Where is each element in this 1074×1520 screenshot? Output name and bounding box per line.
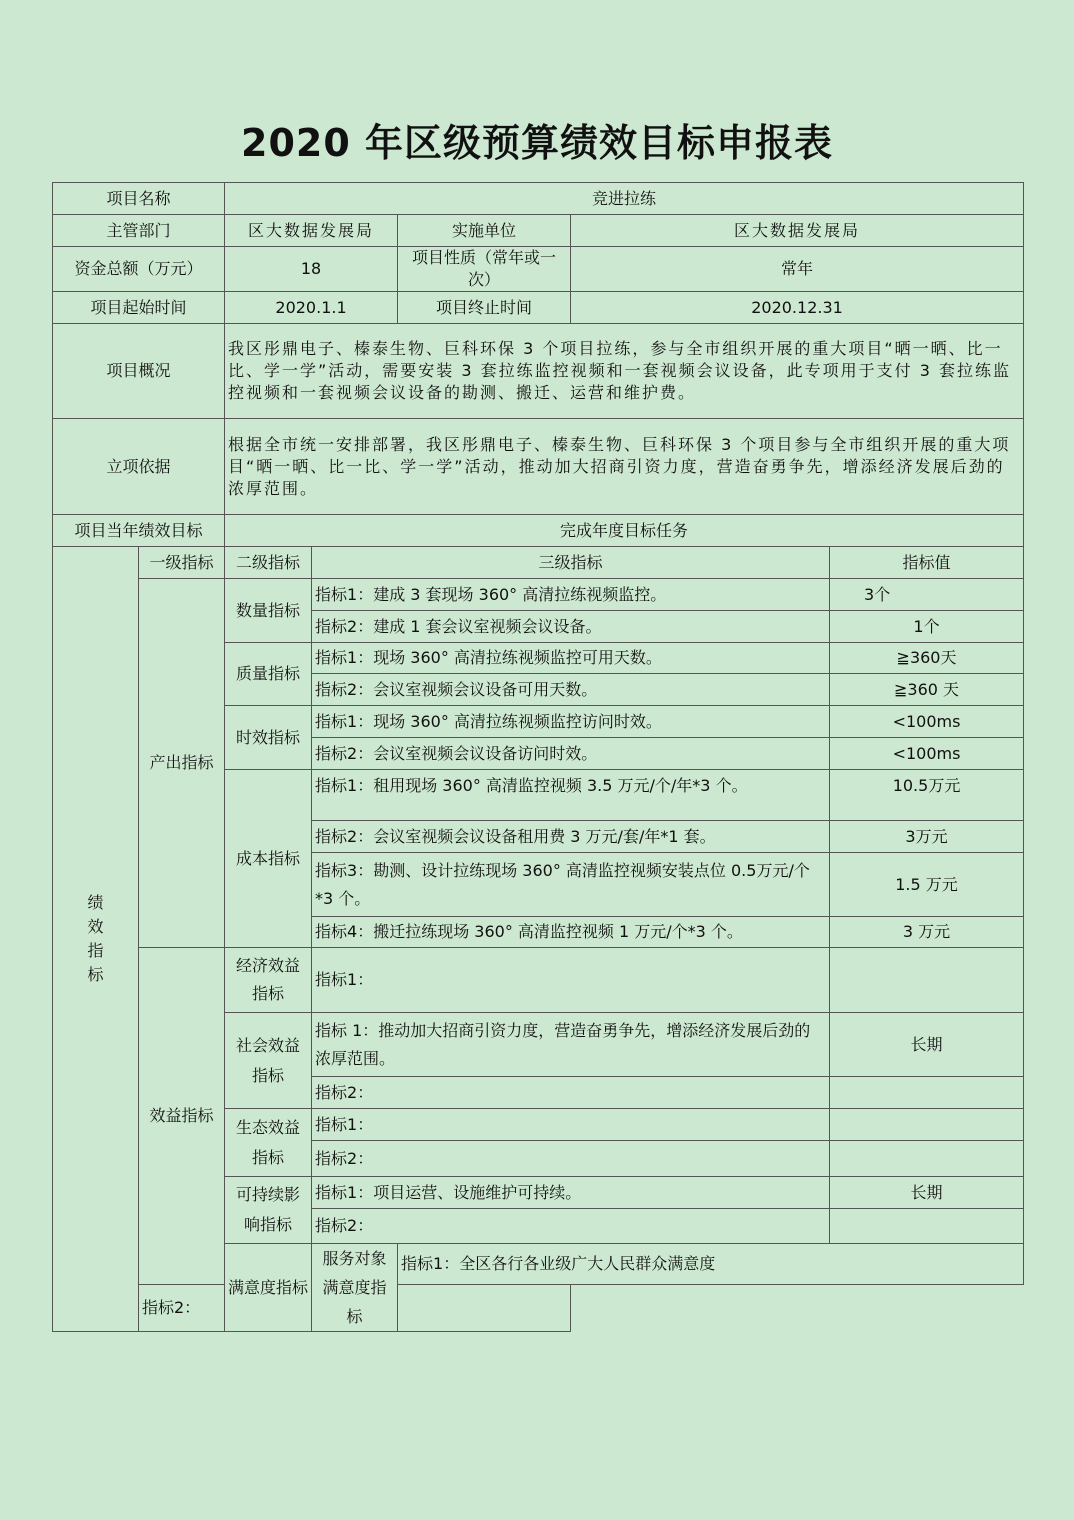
goal-value: 完成年度目标任务 — [225, 515, 1024, 547]
project-name-label: 项目名称 — [53, 183, 225, 215]
head-level2: 二级指标 — [225, 547, 312, 579]
overview-text: 我区彤鼎电子、榛泰生物、巨科环保 3 个项目拉练，参与全市组织开展的重大项目“晒一晒、比一比、学一学”活动，需要安装 3 套拉练监控视频和一套视频会议设备，此专项用于支付 3 套拉练监控视频和一套视频会议设备的勘测、搬迁、运营和维护费。 — [225, 324, 1024, 419]
satis2-text: 指标2： — [139, 1285, 398, 1332]
qual1-value: ≧360天 — [830, 643, 1024, 674]
eco-label: 生态效益指标 — [225, 1109, 312, 1177]
qual1-text: 指标1：现场 360° 高清拉练视频监控可用天数。 — [312, 643, 830, 674]
budget-table — [52, 182, 1024, 1332]
econ1-text: 指标1： — [312, 948, 830, 1013]
cost3-text: 指标3：勘测、设计拉练现场 360° 高清监控视频安装点位 0.5万元/个*3 个。 — [312, 853, 830, 917]
qty2-text: 指标2：建成 1 套会议室视频会议设备。 — [312, 611, 830, 643]
cost-label: 成本指标 — [225, 770, 312, 948]
sustain-label: 可持续影响指标 — [225, 1177, 312, 1244]
satis1-text: 指标1：全区各行各业级广大人民群众满意度 — [398, 1244, 1024, 1285]
qual2-text: 指标2：会议室视频会议设备可用天数。 — [312, 674, 830, 706]
dept-label: 主管部门 — [53, 215, 225, 247]
head-level3: 三级指标 — [312, 547, 830, 579]
page-title: 2020 年区级预算绩效目标申报表 — [241, 121, 833, 165]
qty1-value: 3个 — [830, 579, 1024, 611]
end-label: 项目终止时间 — [398, 292, 571, 324]
goal-label: 项目当年绩效目标 — [53, 515, 225, 547]
qty-label: 数量指标 — [225, 579, 312, 643]
eco1-value — [830, 1109, 1024, 1141]
cost3-value: 1.5 万元 — [830, 853, 1024, 917]
basis-label: 立项依据 — [53, 419, 225, 515]
perf-indicator-text: 绩效指标 — [87, 893, 104, 984]
econ-label: 经济效益指标 — [225, 948, 312, 1013]
impl-label: 实施单位 — [398, 215, 571, 247]
time2-value: <100ms — [830, 738, 1024, 770]
time1-value: <100ms — [830, 706, 1024, 738]
cost4-text: 指标4：搬迁拉练现场 360° 高清监控视频 1 万元/个*3 个。 — [312, 917, 830, 948]
overview-label: 项目概况 — [53, 324, 225, 419]
qty2-value: 1个 — [830, 611, 1024, 643]
basis-text: 根据全市统一安排部署，我区彤鼎电子、榛泰生物、巨科环保 3 个项目参与全市组织开展的重大项目“晒一晒、比一比、学一学”活动，推动加大招商引资力度，营造奋勇争先，增添经济发展后劲的浓厚范围。 — [225, 419, 1024, 515]
nature-label: 项目性质（常年或一次） — [398, 247, 571, 292]
impl-value: 区大数据发展局 — [571, 215, 1024, 247]
output-indicator-label: 产出指标 — [139, 579, 225, 948]
social2-value — [830, 1077, 1024, 1109]
head-value: 指标值 — [830, 547, 1024, 579]
cost4-value: 3 万元 — [830, 917, 1024, 948]
end-value: 2020.12.31 — [571, 292, 1024, 324]
eco2-text: 指标2： — [312, 1141, 830, 1177]
service-label: 服务对象满意度指标 — [312, 1244, 398, 1332]
time2-text: 指标2：会议室视频会议设备访问时效。 — [312, 738, 830, 770]
sustain1-value: 长期 — [830, 1177, 1024, 1209]
econ1-value — [830, 948, 1024, 1013]
cost2-value: 3万元 — [830, 821, 1024, 853]
satis2-value — [398, 1285, 571, 1332]
eco1-text: 指标1： — [312, 1109, 830, 1141]
start-value: 2020.1.1 — [225, 292, 398, 324]
cost1-text: 指标1：租用现场 360° 高清监控视频 3.5 万元/个/年*3 个。 — [312, 770, 830, 821]
time-label: 时效指标 — [225, 706, 312, 770]
sustain2-value — [830, 1209, 1024, 1244]
social1-value: 长期 — [830, 1013, 1024, 1077]
social-label: 社会效益指标 — [225, 1013, 312, 1109]
benefit-indicator-label: 效益指标 — [139, 948, 225, 1285]
social1-text: 指标 1：推动加大招商引资力度，营造奋勇争先，增添经济发展后劲的浓厚范围。 — [312, 1013, 830, 1077]
project-name-value: 竞进拉练 — [225, 183, 1024, 215]
perf-indicator-label — [53, 547, 139, 1332]
eco2-value — [830, 1141, 1024, 1177]
time1-text: 指标1：现场 360° 高清拉练视频监控访问时效。 — [312, 706, 830, 738]
qual-label: 质量指标 — [225, 643, 312, 706]
qty1-text: 指标1：建成 3 套现场 360° 高清拉练视频监控。 — [312, 579, 830, 611]
fund-label: 资金总额（万元） — [53, 247, 225, 292]
social2-text: 指标2： — [312, 1077, 830, 1109]
cost1-value: 10.5万元 — [830, 770, 1024, 821]
sustain1-text: 指标1：项目运营、设施维护可持续。 — [312, 1177, 830, 1209]
head-level1: 一级指标 — [139, 547, 225, 579]
sustain2-text: 指标2： — [312, 1209, 830, 1244]
start-label: 项目起始时间 — [53, 292, 225, 324]
cost2-text: 指标2：会议室视频会议设备租用费 3 万元/套/年*1 套。 — [312, 821, 830, 853]
fund-value: 18 — [225, 247, 398, 292]
dept-value: 区大数据发展局 — [225, 215, 398, 247]
nature-value: 常年 — [571, 247, 1024, 292]
satisfaction-indicator-label: 满意度指标 — [225, 1244, 312, 1332]
qual2-value: ≧360 天 — [830, 674, 1024, 706]
